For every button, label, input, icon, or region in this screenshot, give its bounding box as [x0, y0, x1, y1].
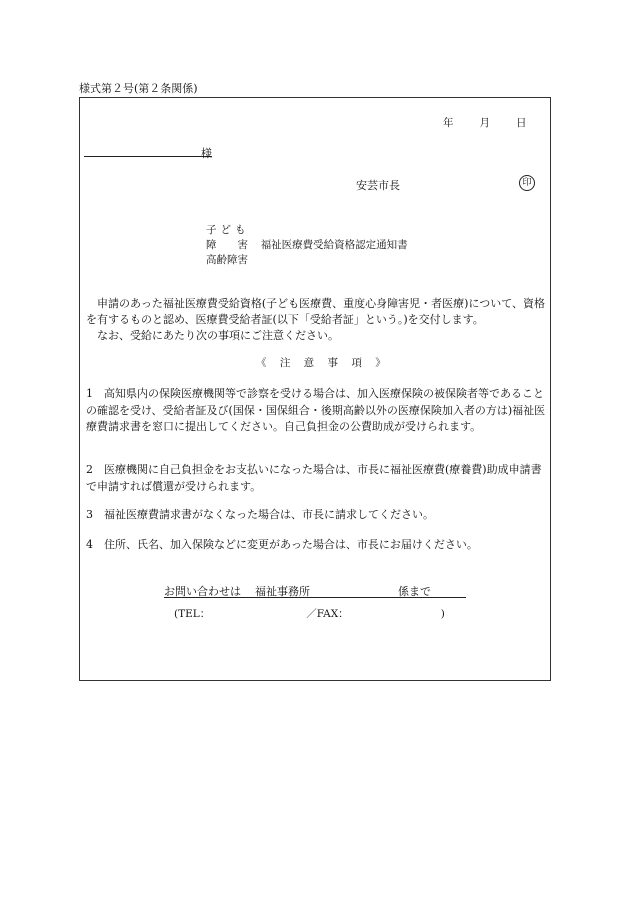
note-text: 高知県内の保険医療機関等で診察を受ける場合は、加入医療保険の被保険者等であることの確認を受け、受給者証及び(国保・国保組合・後期高齢以外の医療保険加入者の方は)福祉医療費請求書を窓口に提出してください。自己負担金の公費助成が受けられます。 — [86, 387, 546, 433]
date-field — [443, 115, 527, 130]
title-line-disability — [206, 237, 408, 252]
note-number: 1 — [86, 387, 93, 400]
seal-mark: 印 — [519, 175, 535, 191]
recipient-suffix: 様 — [201, 147, 212, 160]
note-item-1 — [86, 386, 548, 436]
date-day: 日 — [516, 117, 527, 129]
note-text: 福祉医療費請求書がなくなった場合は、市長に請求してください。 — [104, 508, 434, 521]
recipient-name-line — [84, 156, 212, 157]
contact-underline — [164, 597, 466, 598]
note-number: 3 — [86, 508, 93, 521]
note-item-2 — [86, 462, 548, 495]
tel-fax-line — [174, 606, 445, 621]
note-number: 4 — [86, 538, 93, 551]
title-line-elderly: 高齢障害 — [206, 254, 248, 266]
intro-paragraph — [86, 296, 546, 344]
notes-heading: 《 注 意 事 項 》 — [256, 357, 391, 369]
tel-fax-close: ) — [440, 608, 445, 620]
note-item-3 — [86, 507, 548, 524]
note-number: 2 — [86, 463, 93, 476]
contact-suffix: 係まで — [398, 585, 431, 598]
title-disability-label: 障 害 — [206, 239, 248, 251]
tel-label: (TEL： — [174, 608, 211, 620]
form-number-label: 様式第２号(第２条関係) — [79, 82, 198, 95]
contact-prefix: お問い合わせは — [164, 585, 241, 598]
date-month: 月 — [479, 117, 490, 129]
intro-text-1: 申請のあった福祉医療費受給資格(子ども医療費、重度心身障害児・者医療)について、資格を有するものと認め、医療費受給者証(以下「受給者証」という。)を交付します。 — [86, 297, 546, 326]
note-text: 医療機関に自己負担金をお支払いになった場合は、市長に福祉医療費(療養費)助成申請書で申請すれば償還が受けられます。 — [86, 463, 542, 493]
title-main: 福祉医療費受給資格認定通知書 — [260, 239, 408, 251]
fax-label: ／FAX： — [306, 608, 349, 620]
note-text: 住所、氏名、加入保険などに変更があった場合は、市長にお届けください。 — [104, 538, 478, 551]
intro-text-2: なお、受給にあたり次の事項にご注意ください。 — [97, 329, 339, 342]
date-year: 年 — [443, 117, 454, 129]
sender-name: 安芸市長 — [356, 179, 400, 192]
contact-office: 福祉事務所 — [255, 585, 310, 598]
title-line-children: 子ども — [206, 224, 250, 236]
note-item-4 — [86, 537, 548, 554]
